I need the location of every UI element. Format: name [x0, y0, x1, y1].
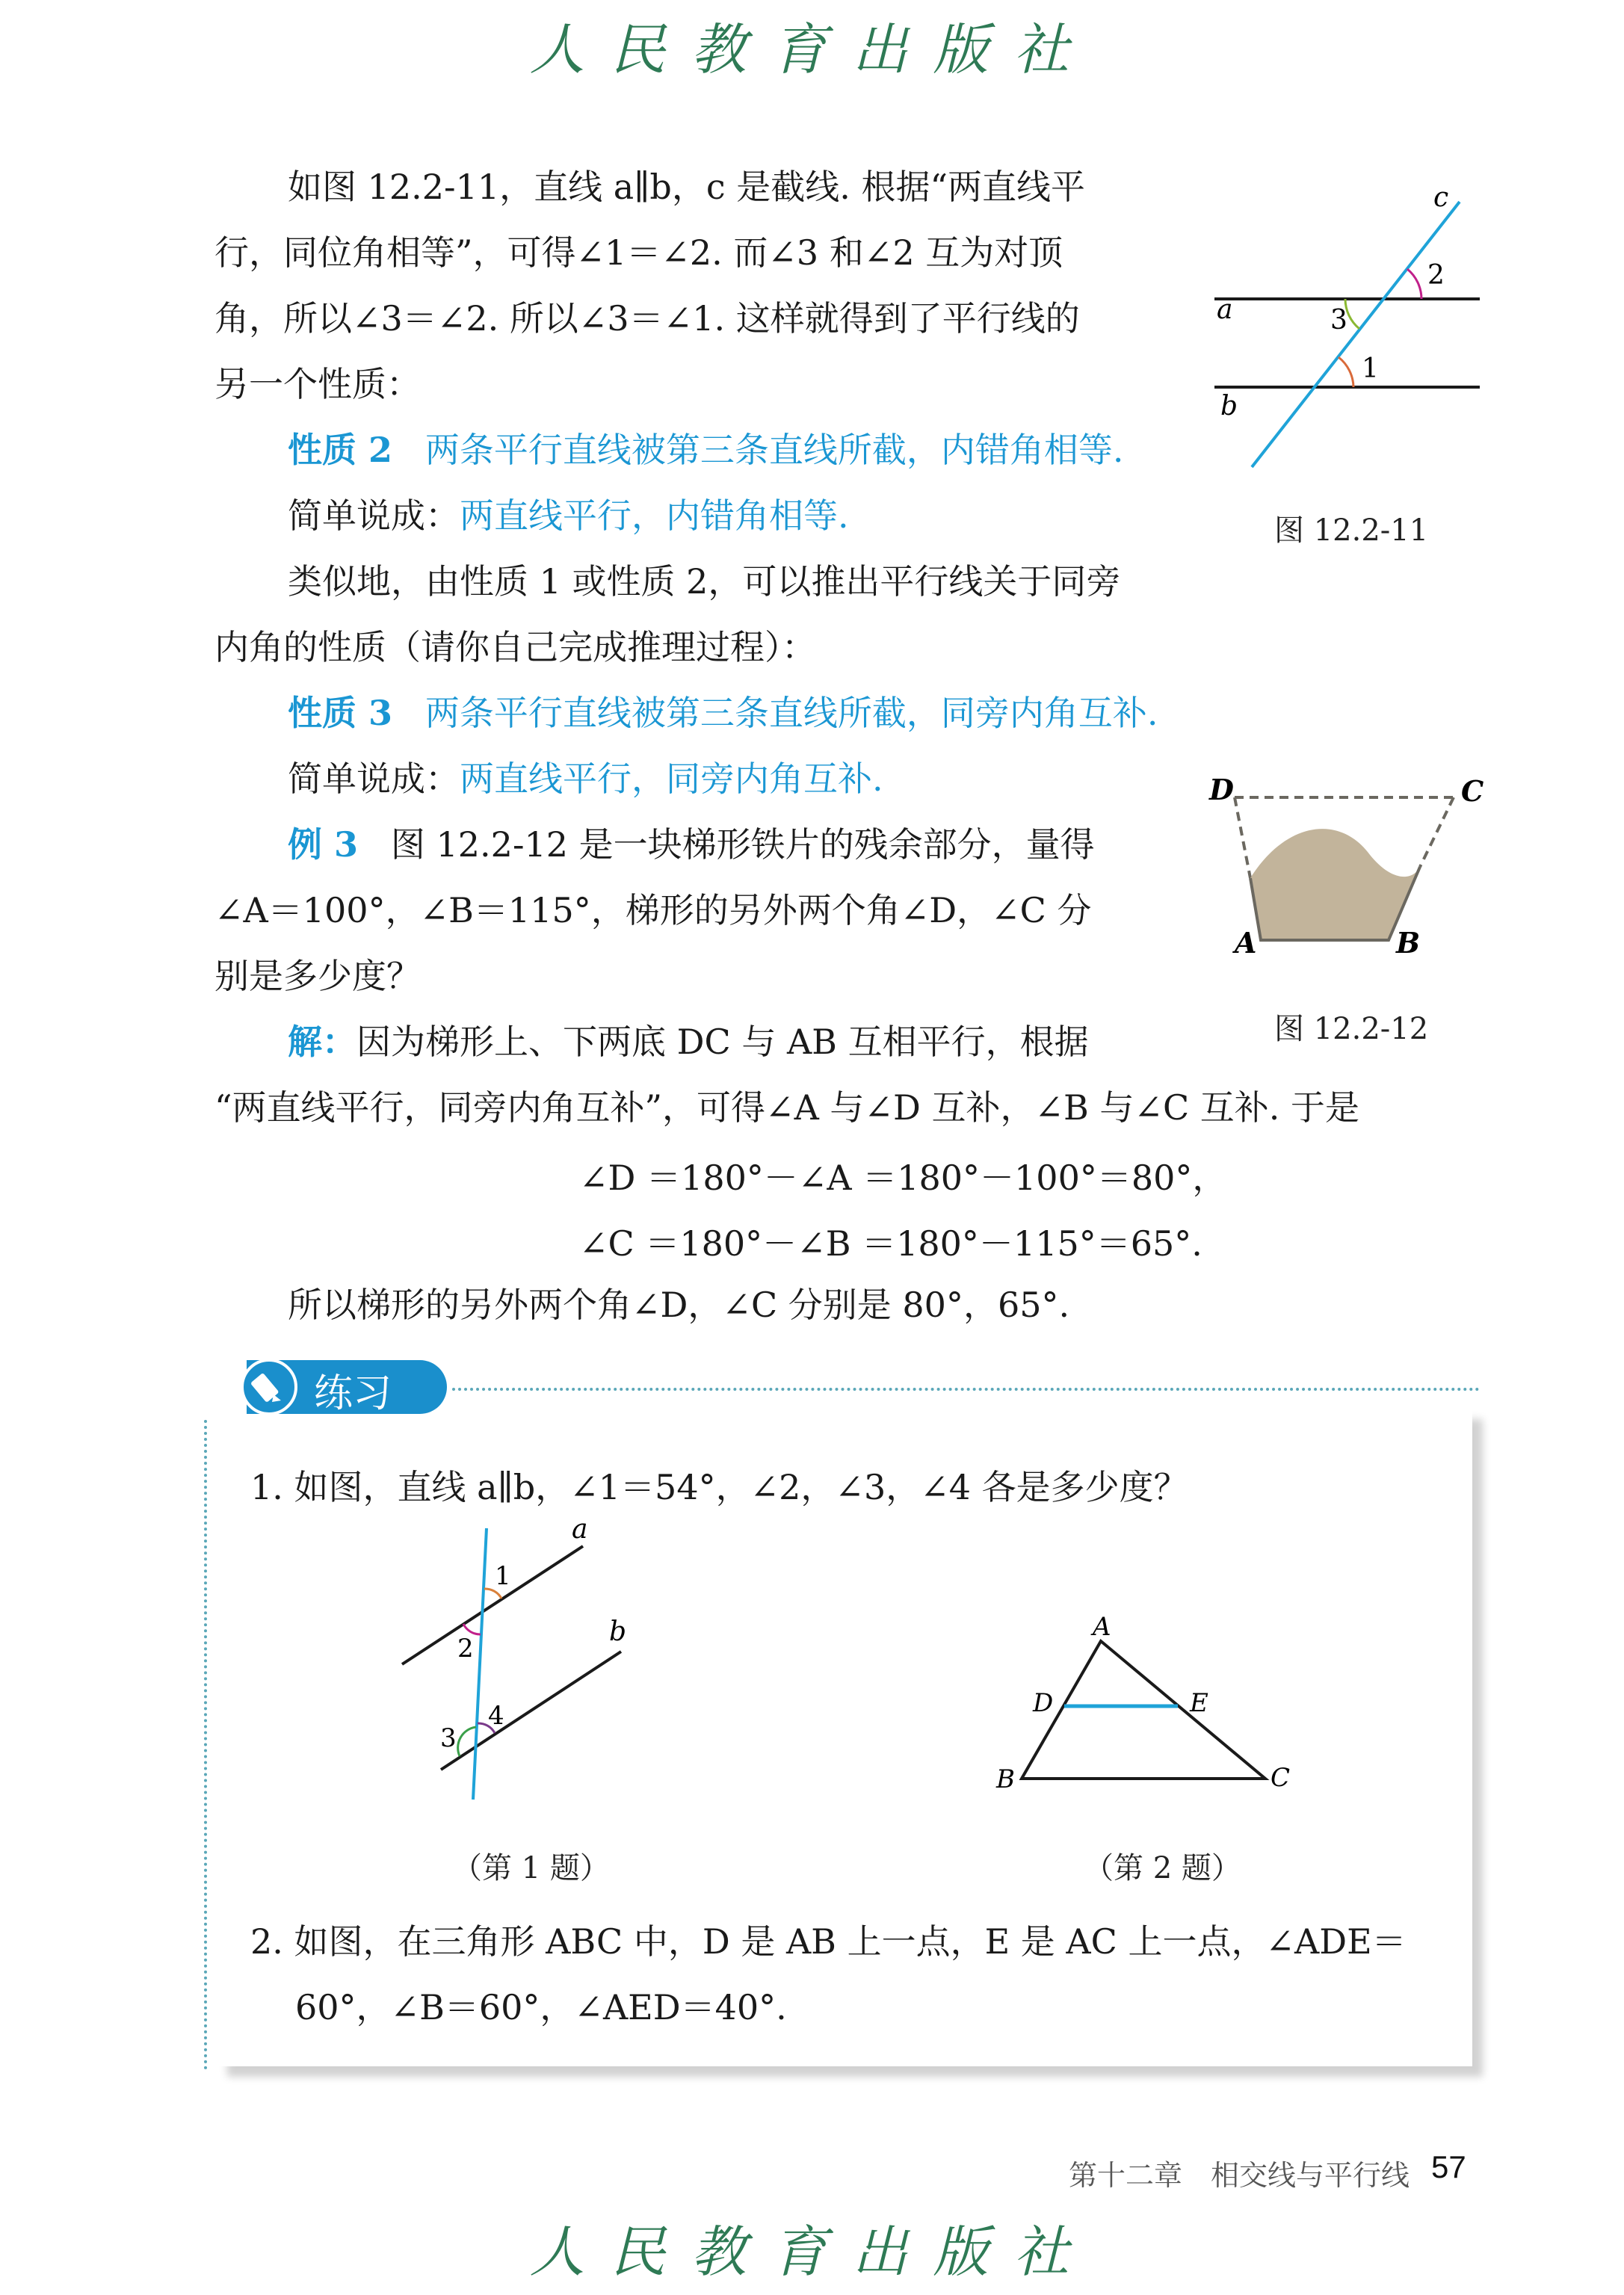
paragraph-line: 别是多少度？ — [214, 956, 421, 996]
paragraph-line: 类似地，由性质 1 或性质 2，可以推出平行线关于同旁 — [288, 561, 1121, 602]
figure-caption: 图 12.2-12 — [1274, 1012, 1429, 1046]
short-statement-2 — [288, 493, 849, 538]
publisher-logo-bottom: 人民教育出版社 — [529, 2220, 1095, 2285]
line-c — [1252, 202, 1460, 467]
paragraph-line: 角，所以∠3＝∠2. 所以∠3＝∠1. 这样就得到了平行线的 — [214, 298, 1080, 339]
paragraph-line: 如图 12.2-11，直线 a∥b，c 是截线. 根据“两直线平 — [288, 167, 1086, 207]
equation-1: ∠D ＝180°－∠A ＝180°－100°＝80°， — [579, 1158, 1227, 1198]
property-3 — [288, 691, 1158, 735]
practice-dotted-rule — [452, 1388, 1480, 1391]
practice-title: 练习 — [314, 1371, 392, 1416]
label-b: b — [1220, 391, 1238, 421]
chapter-title: 第十二章 相交线与平行线 — [1069, 2159, 1410, 2192]
figure-question-1 — [374, 1510, 673, 1823]
label-1: 1 — [1362, 353, 1379, 384]
property-2-label: 性质 2 — [288, 430, 393, 470]
label-1: 1 — [495, 1561, 511, 1591]
transversal — [473, 1528, 487, 1800]
figure-12-2-12 — [1196, 762, 1510, 986]
property-2-text: 两条平行直线被第三条直线所截，内错角相等. — [424, 430, 1124, 470]
label-C: C — [1461, 774, 1484, 808]
angle-1-arc — [1339, 357, 1353, 387]
line-a — [402, 1546, 583, 1664]
label-B: B — [1396, 926, 1421, 960]
figure-question-2 — [972, 1599, 1345, 1808]
paragraph-line: 行，同位角相等”，可得∠1＝∠2. 而∠3 和∠2 互为对顶 — [214, 232, 1063, 273]
label-A: A — [1235, 926, 1257, 960]
figure-caption: （第 1 题） — [452, 1851, 610, 1885]
label-3: 3 — [1330, 305, 1347, 336]
short-text: 两直线平行，同旁内角互补. — [460, 759, 883, 799]
label-a: a — [1217, 294, 1233, 325]
short-prefix: 简单说成： — [288, 495, 460, 536]
paragraph-line: 另一个性质： — [214, 364, 421, 404]
figure-12-2-11 — [1196, 179, 1510, 493]
label-a: a — [572, 1514, 588, 1545]
example-text: 图 12.2-12 是一块梯形铁片的残余部分，量得 — [390, 824, 1095, 865]
triangle-abc — [1022, 1641, 1265, 1779]
practice-dotted-border — [204, 1420, 207, 2070]
conclusion: 所以梯形的另外两个角∠D，∠C 分别是 80°，65°. — [288, 1285, 1070, 1325]
line-b — [441, 1652, 621, 1770]
short-statement-3 — [288, 756, 883, 801]
paragraph-line: 内角的性质（请你自己完成推理过程）： — [214, 627, 816, 667]
paragraph-line: ∠A＝100°，∠B＝115°，梯形的另外两个角∠D，∠C 分 — [214, 890, 1092, 930]
label-E: E — [1190, 1688, 1208, 1718]
publisher-logo-top: 人民教育出版社 — [529, 18, 1095, 82]
property-3-text: 两条平行直线被第三条直线所截，同旁内角互补. — [424, 693, 1158, 733]
label-2: 2 — [1427, 260, 1445, 291]
short-prefix: 简单说成： — [288, 759, 460, 799]
property-2 — [288, 427, 1124, 472]
paragraph-line: “两直线平行，同旁内角互补”，可得∠A 与∠D 互补，∠B 与∠C 互补. 于是 — [214, 1087, 1360, 1128]
solution-text: 因为梯形上、下两底 DC 与 AB 互相平行，根据 — [356, 1022, 1089, 1062]
label-B: B — [996, 1764, 1015, 1794]
short-text: 两直线平行，内错角相等. — [460, 495, 849, 536]
example-label: 例 3 — [288, 824, 359, 865]
equation-2: ∠C ＝180°－∠B ＝180°－115°＝65°. — [579, 1223, 1202, 1264]
question-1: 1. 如图，直线 a∥b，∠1＝54°，∠2，∠3，∠4 各是多少度？ — [250, 1467, 1188, 1507]
question-2-cont: 60°，∠B＝60°，∠AED＝40°. — [295, 1987, 787, 2027]
page-number: 57 — [1431, 2149, 1466, 2184]
question-2: 2. 如图，在三角形 ABC 中，D 是 AB 上一点，E 是 AC 上一点，∠ADE＝ — [250, 1921, 1407, 1962]
label-D: D — [1033, 1688, 1054, 1718]
figure-caption: 图 12.2-11 — [1274, 513, 1429, 548]
property-3-label: 性质 3 — [288, 693, 393, 733]
label-D: D — [1209, 773, 1234, 806]
angle-2-arc — [463, 1624, 481, 1634]
figure-caption: （第 2 题） — [1084, 1851, 1241, 1885]
label-C: C — [1271, 1763, 1291, 1793]
solution-label: 解： — [288, 1022, 356, 1062]
label-2: 2 — [457, 1634, 474, 1664]
example-3 — [288, 822, 1095, 867]
solution — [288, 1019, 1089, 1064]
label-c: c — [1433, 182, 1449, 213]
label-3: 3 — [440, 1723, 457, 1753]
label-b: b — [609, 1616, 627, 1647]
angle-2-arc — [1407, 269, 1421, 299]
label-4: 4 — [488, 1701, 504, 1731]
label-A: A — [1093, 1612, 1111, 1642]
pencil-icon — [241, 1359, 297, 1415]
